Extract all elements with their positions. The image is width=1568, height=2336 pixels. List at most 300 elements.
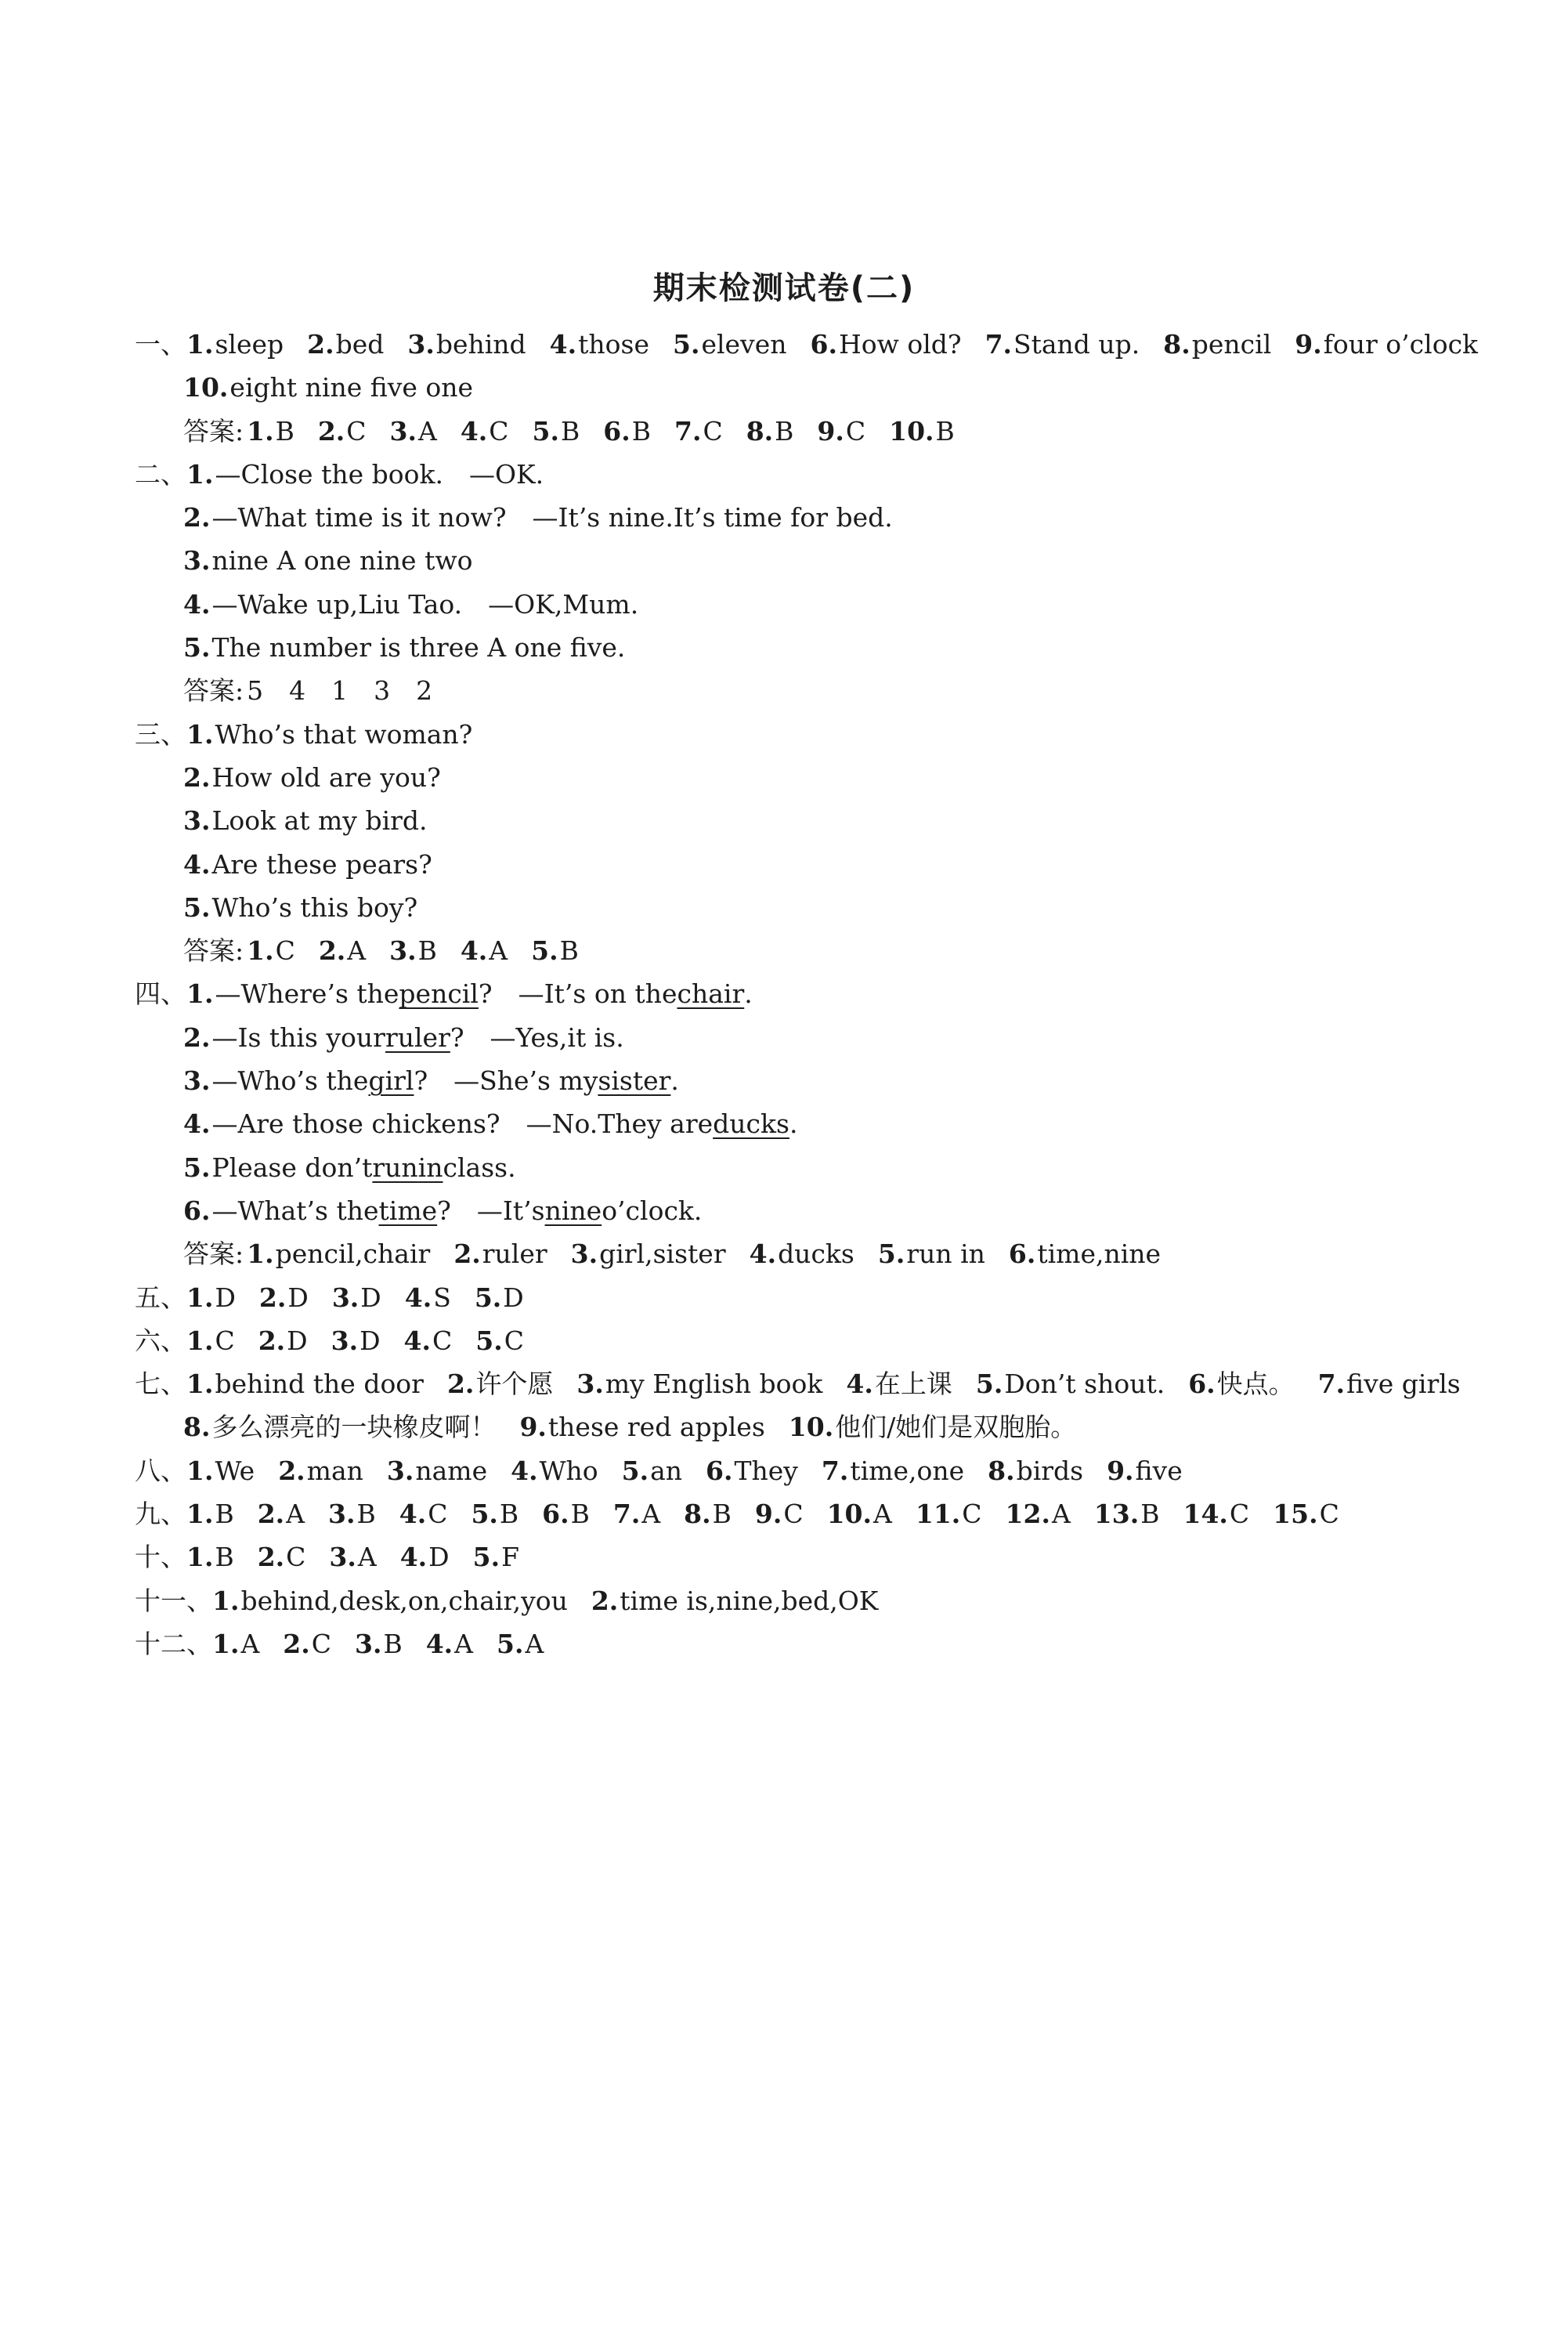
item-number: 9. [754, 1499, 782, 1530]
answer-item [1273, 1492, 1339, 1535]
item-number: 10. [889, 415, 934, 447]
answer-line [135, 1276, 1513, 1319]
item-text: D [503, 1282, 524, 1313]
answer-line [135, 843, 1513, 886]
answer-item [576, 1362, 822, 1405]
answer-line [135, 626, 1513, 669]
answer-line [135, 410, 1513, 453]
item-text: those [578, 329, 649, 360]
answer-line [135, 1449, 1513, 1492]
answer-item [755, 1492, 804, 1535]
answer-item [706, 1449, 798, 1492]
answer-line [135, 799, 1513, 842]
answer-item [183, 886, 417, 929]
answer-item [591, 1579, 879, 1622]
answer-item [461, 929, 508, 972]
answer-item [183, 496, 893, 539]
item-text: D [287, 1282, 309, 1313]
item-text: A [489, 935, 508, 967]
item-text: A [525, 1628, 544, 1659]
answer-item [332, 1276, 381, 1319]
item-number: 4. [403, 1325, 431, 1356]
item-number: 4. [183, 1108, 211, 1140]
item-number: 4. [399, 1542, 428, 1573]
answer-item [183, 366, 473, 409]
answer-item [1094, 1492, 1160, 1535]
item-text: B [215, 1499, 234, 1530]
answer-item [1107, 1449, 1183, 1492]
item-number: 3. [386, 1455, 414, 1486]
item-text: C [428, 1499, 448, 1530]
text-part: ? —Yes,it is. [450, 1022, 624, 1053]
item-number: 8. [183, 1412, 211, 1443]
text-part: ? —She’s my [414, 1065, 598, 1097]
text-part: ? —It’s on the [478, 978, 677, 1010]
answer-item [426, 1622, 473, 1665]
item-number: 14. [1183, 1499, 1228, 1530]
answer-item [822, 1449, 964, 1492]
item-number: 3. [329, 1542, 356, 1573]
answer-line [135, 669, 1513, 712]
item-number: 1. [186, 978, 214, 1010]
answer-item [404, 1319, 453, 1362]
item-text: A [873, 1499, 892, 1530]
item-text: C [311, 1628, 331, 1659]
item-number: 6. [1008, 1239, 1036, 1270]
item-number: 3. [355, 1628, 382, 1659]
answer-item [1006, 1492, 1071, 1535]
answer-item [183, 1016, 624, 1059]
item-number: 9. [817, 415, 844, 447]
answer-item [328, 1492, 376, 1535]
underlined-word: pencil [399, 978, 479, 1010]
item-number: 5. [877, 1239, 905, 1270]
item-number: 5. [472, 1542, 500, 1573]
answer-item [387, 1449, 487, 1492]
item-text: my English book [605, 1369, 823, 1400]
item-text: 快点。 [1216, 1369, 1295, 1400]
item-number: 7. [821, 1455, 849, 1486]
item-number: 1. [212, 1628, 240, 1659]
answer-item [186, 1319, 235, 1362]
item-text: C [346, 415, 367, 447]
item-text: C [215, 1325, 235, 1356]
item-text: time,one [850, 1455, 965, 1486]
text-part: —What’s the [211, 1195, 379, 1226]
item-text: A [641, 1499, 661, 1530]
item-number: 1. [247, 935, 274, 967]
answer-line [135, 539, 1513, 582]
item-text: They [734, 1455, 798, 1486]
section-label: 十、 [135, 1542, 186, 1573]
item-number: 7. [1317, 1369, 1346, 1400]
item-text: B [275, 415, 294, 447]
answer-item [447, 1362, 553, 1405]
answer-item [985, 323, 1140, 366]
answer-sequence: 5 4 1 3 2 [247, 675, 433, 707]
answer-line [135, 1016, 1513, 1059]
item-text: pencil,chair [275, 1239, 431, 1270]
item-text: B [356, 1499, 376, 1530]
text-part: ? —It’s [437, 1195, 545, 1226]
item-number: 5. [497, 1628, 524, 1659]
answer-line [135, 583, 1513, 626]
answer-item [183, 626, 625, 669]
item-text: C [1319, 1499, 1339, 1530]
item-number: 2. [258, 1282, 287, 1313]
item-text: birds [1016, 1455, 1084, 1486]
answer-line [135, 1535, 1513, 1578]
item-number: 6. [1188, 1369, 1216, 1400]
item-text: five girls [1346, 1369, 1461, 1400]
underlined-word: ducks [713, 1108, 789, 1140]
item-text: A [1051, 1499, 1071, 1530]
item-number: 2. [453, 1239, 481, 1270]
item-number: 5. [475, 1325, 503, 1356]
item-number: 1. [186, 718, 214, 750]
answer-line [135, 886, 1513, 929]
item-number: 4. [749, 1239, 777, 1270]
answer-line [135, 323, 1513, 366]
answer-item [531, 929, 579, 972]
answer-line [135, 496, 1513, 539]
item-number: 2. [317, 415, 345, 447]
section-label: 三、 [135, 718, 186, 750]
answer-item [405, 1276, 451, 1319]
item-text: C [1229, 1499, 1250, 1530]
answer-item [318, 410, 367, 453]
item-number: 3. [328, 1499, 356, 1530]
section-label: 四、 [135, 978, 186, 1010]
item-number: 6. [183, 1195, 211, 1226]
answer-line [135, 366, 1513, 409]
item-number: 1. [186, 1282, 214, 1313]
answer-item [889, 410, 955, 453]
item-text: sleep [215, 329, 284, 360]
item-text: A [454, 1628, 474, 1659]
item-number: 4. [460, 935, 488, 967]
answer-item [399, 1492, 448, 1535]
section-label: 二、 [135, 458, 186, 490]
item-text: B [417, 935, 437, 967]
answer-line [135, 1362, 1513, 1405]
item-number: 4. [511, 1455, 538, 1486]
item-number: 6. [603, 415, 630, 447]
item-text: eight nine five one [229, 372, 474, 403]
answer-item [471, 1492, 518, 1535]
answer-label: 答案: [183, 675, 244, 707]
item-number: 1. [186, 1542, 214, 1573]
answer-item [746, 410, 794, 453]
underlined-word: sister [598, 1065, 671, 1097]
item-text: C [962, 1499, 982, 1530]
page-title: 期末检测试卷(二) [652, 270, 916, 306]
item-text: B [559, 935, 579, 967]
item-text: an [650, 1455, 682, 1486]
item-number: 9. [1107, 1455, 1134, 1486]
section-label: 十一、 [135, 1585, 212, 1616]
item-text: Don’t shout. [1004, 1369, 1165, 1400]
answer-item [789, 1405, 1077, 1448]
answer-line [135, 453, 1513, 496]
item-text: B [215, 1542, 234, 1573]
item-text: F [501, 1542, 519, 1573]
item-number: 7. [985, 329, 1013, 360]
answer-label: 答案: [183, 415, 244, 447]
item-number: 3. [389, 415, 417, 447]
section-label: 五、 [135, 1282, 186, 1313]
item-number: 1. [186, 458, 214, 490]
item-text: Who’s that woman? [215, 718, 473, 750]
answer-item [1318, 1362, 1461, 1405]
answer-item [750, 1232, 854, 1275]
item-text: eleven [701, 329, 787, 360]
item-text: nine A one nine two [211, 545, 473, 577]
item-text: We [215, 1455, 255, 1486]
answer-item [916, 1492, 982, 1535]
item-text: four o’clock [1323, 329, 1479, 360]
item-number: 11. [915, 1499, 961, 1530]
section-label: 八、 [135, 1455, 186, 1486]
answer-item [571, 1232, 726, 1275]
text-part: —Where’s the [215, 978, 399, 1010]
item-text: B [631, 415, 651, 447]
answer-item [183, 539, 472, 582]
answer-line [135, 1146, 1513, 1189]
item-text: B [775, 415, 794, 447]
text-part: —Who’s the [211, 1065, 369, 1097]
item-text: B [561, 415, 580, 447]
answer-item [389, 929, 437, 972]
item-number: 4. [404, 1282, 432, 1313]
answer-line [135, 1189, 1513, 1232]
item-text: A [286, 1499, 305, 1530]
item-text: name [415, 1455, 488, 1486]
item-text: B [570, 1499, 590, 1530]
item-number: 2. [318, 935, 346, 967]
answer-item [1009, 1232, 1161, 1275]
item-number: 2. [278, 1455, 305, 1486]
item-number: 10. [826, 1499, 873, 1530]
section-label: 一、 [135, 329, 186, 360]
answer-item [475, 1319, 524, 1362]
item-number: 6. [810, 329, 837, 360]
item-number: 2. [446, 1369, 475, 1400]
item-text: behind the door [215, 1369, 424, 1400]
item-number: 1. [212, 1585, 240, 1616]
item-text: A [240, 1628, 260, 1659]
item-text: D [215, 1282, 236, 1313]
answer-item [186, 713, 472, 756]
item-text: run in [906, 1239, 985, 1270]
answer-item [542, 1492, 590, 1535]
item-number: 1. [186, 1455, 214, 1486]
item-text: these red apples [547, 1412, 765, 1443]
item-text: pencil [1191, 329, 1272, 360]
item-text: B [499, 1499, 519, 1530]
item-number: 9. [519, 1412, 547, 1443]
answer-line [135, 1232, 1513, 1275]
underlined-word: girl [368, 1065, 414, 1097]
answer-item [183, 843, 432, 886]
item-text: behind,desk,on,chair,you [240, 1585, 568, 1616]
answer-item [817, 410, 865, 453]
answer-item [186, 1362, 424, 1405]
answer-line [135, 1492, 1513, 1535]
item-number: 15. [1273, 1499, 1318, 1530]
section-label: 七、 [135, 1369, 186, 1400]
item-number: 3. [576, 1369, 604, 1400]
item-number: 13. [1093, 1499, 1140, 1530]
item-number: 5. [474, 1282, 502, 1313]
item-number: 1. [186, 329, 214, 360]
answer-item [307, 323, 384, 366]
item-text: 多么漂亮的一块橡皮啊！ [211, 1412, 497, 1443]
text-part: Please don’t [211, 1152, 373, 1183]
item-text: 他们/她们是双胞胎。 [835, 1412, 1077, 1443]
underlined-word: nine [544, 1195, 602, 1226]
underlined-word: ruler [385, 1022, 450, 1053]
item-number: 1. [247, 415, 274, 447]
text-part: class. [443, 1152, 516, 1183]
item-number: 7. [612, 1499, 641, 1530]
answer-item [988, 1449, 1083, 1492]
answer-item [461, 410, 509, 453]
answer-item [511, 1449, 598, 1492]
item-text: Stand up. [1013, 329, 1140, 360]
answer-line [135, 1102, 1513, 1145]
item-number: 5. [471, 1499, 498, 1530]
item-text: C [432, 1325, 453, 1356]
answer-item [674, 410, 723, 453]
answer-line [135, 1319, 1513, 1362]
answer-item [329, 1535, 376, 1578]
item-text: C [783, 1499, 804, 1530]
text-part: . [789, 1108, 798, 1140]
text-part: —Is this your [211, 1022, 385, 1053]
answer-item [278, 1449, 363, 1492]
item-number: 4. [399, 1499, 427, 1530]
underlined-word: time [378, 1195, 438, 1226]
item-number: 4. [183, 588, 211, 620]
answer-label: 答案: [183, 1239, 244, 1270]
item-text: —Wake up,Liu Tao. —OK,Mum. [211, 588, 639, 620]
item-text: ruler [482, 1239, 547, 1270]
answer-content [135, 323, 1513, 1665]
item-number: 3. [331, 1325, 359, 1356]
item-number: 2. [258, 1325, 286, 1356]
item-number: 1. [186, 1369, 214, 1400]
answer-item [183, 1405, 496, 1448]
item-text: time,nine [1037, 1239, 1162, 1270]
answer-item [183, 1146, 516, 1189]
item-number: 3. [183, 805, 211, 837]
answer-item [247, 1232, 430, 1275]
item-number: 4. [460, 415, 488, 447]
answer-item [519, 1405, 764, 1448]
answer-line [135, 1405, 1513, 1448]
answer-item [407, 323, 526, 366]
item-text: —Close the book. —OK. [215, 458, 544, 490]
answer-line [135, 929, 1513, 972]
item-text: Who [539, 1455, 598, 1486]
answer-item [550, 323, 649, 366]
item-number: 1. [186, 1325, 214, 1356]
item-number: 8. [1163, 329, 1190, 360]
item-text: B [1140, 1499, 1160, 1530]
item-number: 1. [186, 1499, 214, 1530]
item-text: B [383, 1628, 403, 1659]
answer-item [212, 1622, 259, 1665]
item-text: The number is three A one five. [211, 632, 626, 664]
item-number: 9. [1295, 329, 1322, 360]
section-label: 六、 [135, 1325, 186, 1356]
item-number: 5. [183, 632, 211, 664]
item-number: 4. [846, 1369, 873, 1400]
answer-item [186, 453, 544, 496]
item-text: 许个愿 [475, 1369, 554, 1400]
answer-line [135, 756, 1513, 799]
item-number: 5. [621, 1455, 649, 1486]
item-number: 2. [257, 1499, 285, 1530]
answer-item [475, 1276, 524, 1319]
answer-item [212, 1579, 568, 1622]
text-part: o’clock. [602, 1195, 703, 1226]
answer-item [183, 799, 428, 842]
item-number: 8. [746, 415, 774, 447]
item-text: A [418, 415, 437, 447]
text-part: . [670, 1065, 679, 1097]
answer-item [183, 1059, 679, 1102]
item-number: 3. [407, 329, 435, 360]
item-text: 在上课 [874, 1369, 952, 1400]
item-number: 2. [591, 1585, 619, 1616]
item-number: 4. [183, 848, 211, 880]
item-text: Who’s this boy? [211, 891, 418, 923]
answer-item [473, 1535, 519, 1578]
item-text: C [286, 1542, 306, 1573]
answer-item [331, 1319, 381, 1362]
item-text: D [359, 1325, 381, 1356]
item-text: C [489, 415, 509, 447]
answer-item [258, 1319, 308, 1362]
text-part: . [744, 978, 753, 1010]
answer-item [603, 410, 651, 453]
answer-item [390, 410, 437, 453]
item-number: 5. [975, 1369, 1003, 1400]
answer-line [135, 1622, 1513, 1665]
item-number: 5. [183, 891, 211, 923]
item-number: 10. [788, 1412, 834, 1443]
answer-line [135, 713, 1513, 756]
item-text: behind [435, 329, 526, 360]
answer-item [186, 1276, 236, 1319]
answer-item [186, 1492, 234, 1535]
answer-item [1188, 1362, 1294, 1405]
item-number: 5. [531, 935, 558, 967]
item-number: 2. [307, 329, 334, 360]
item-number: 5. [532, 415, 559, 447]
answer-item [183, 1189, 702, 1232]
answer-item [247, 929, 295, 972]
answer-item [684, 1492, 732, 1535]
item-number: 6. [706, 1455, 733, 1486]
answer-item [497, 1622, 544, 1665]
underlined-word: chair [677, 978, 745, 1010]
answer-item [827, 1492, 892, 1535]
answer-item [613, 1492, 660, 1535]
answer-item [878, 1232, 985, 1275]
